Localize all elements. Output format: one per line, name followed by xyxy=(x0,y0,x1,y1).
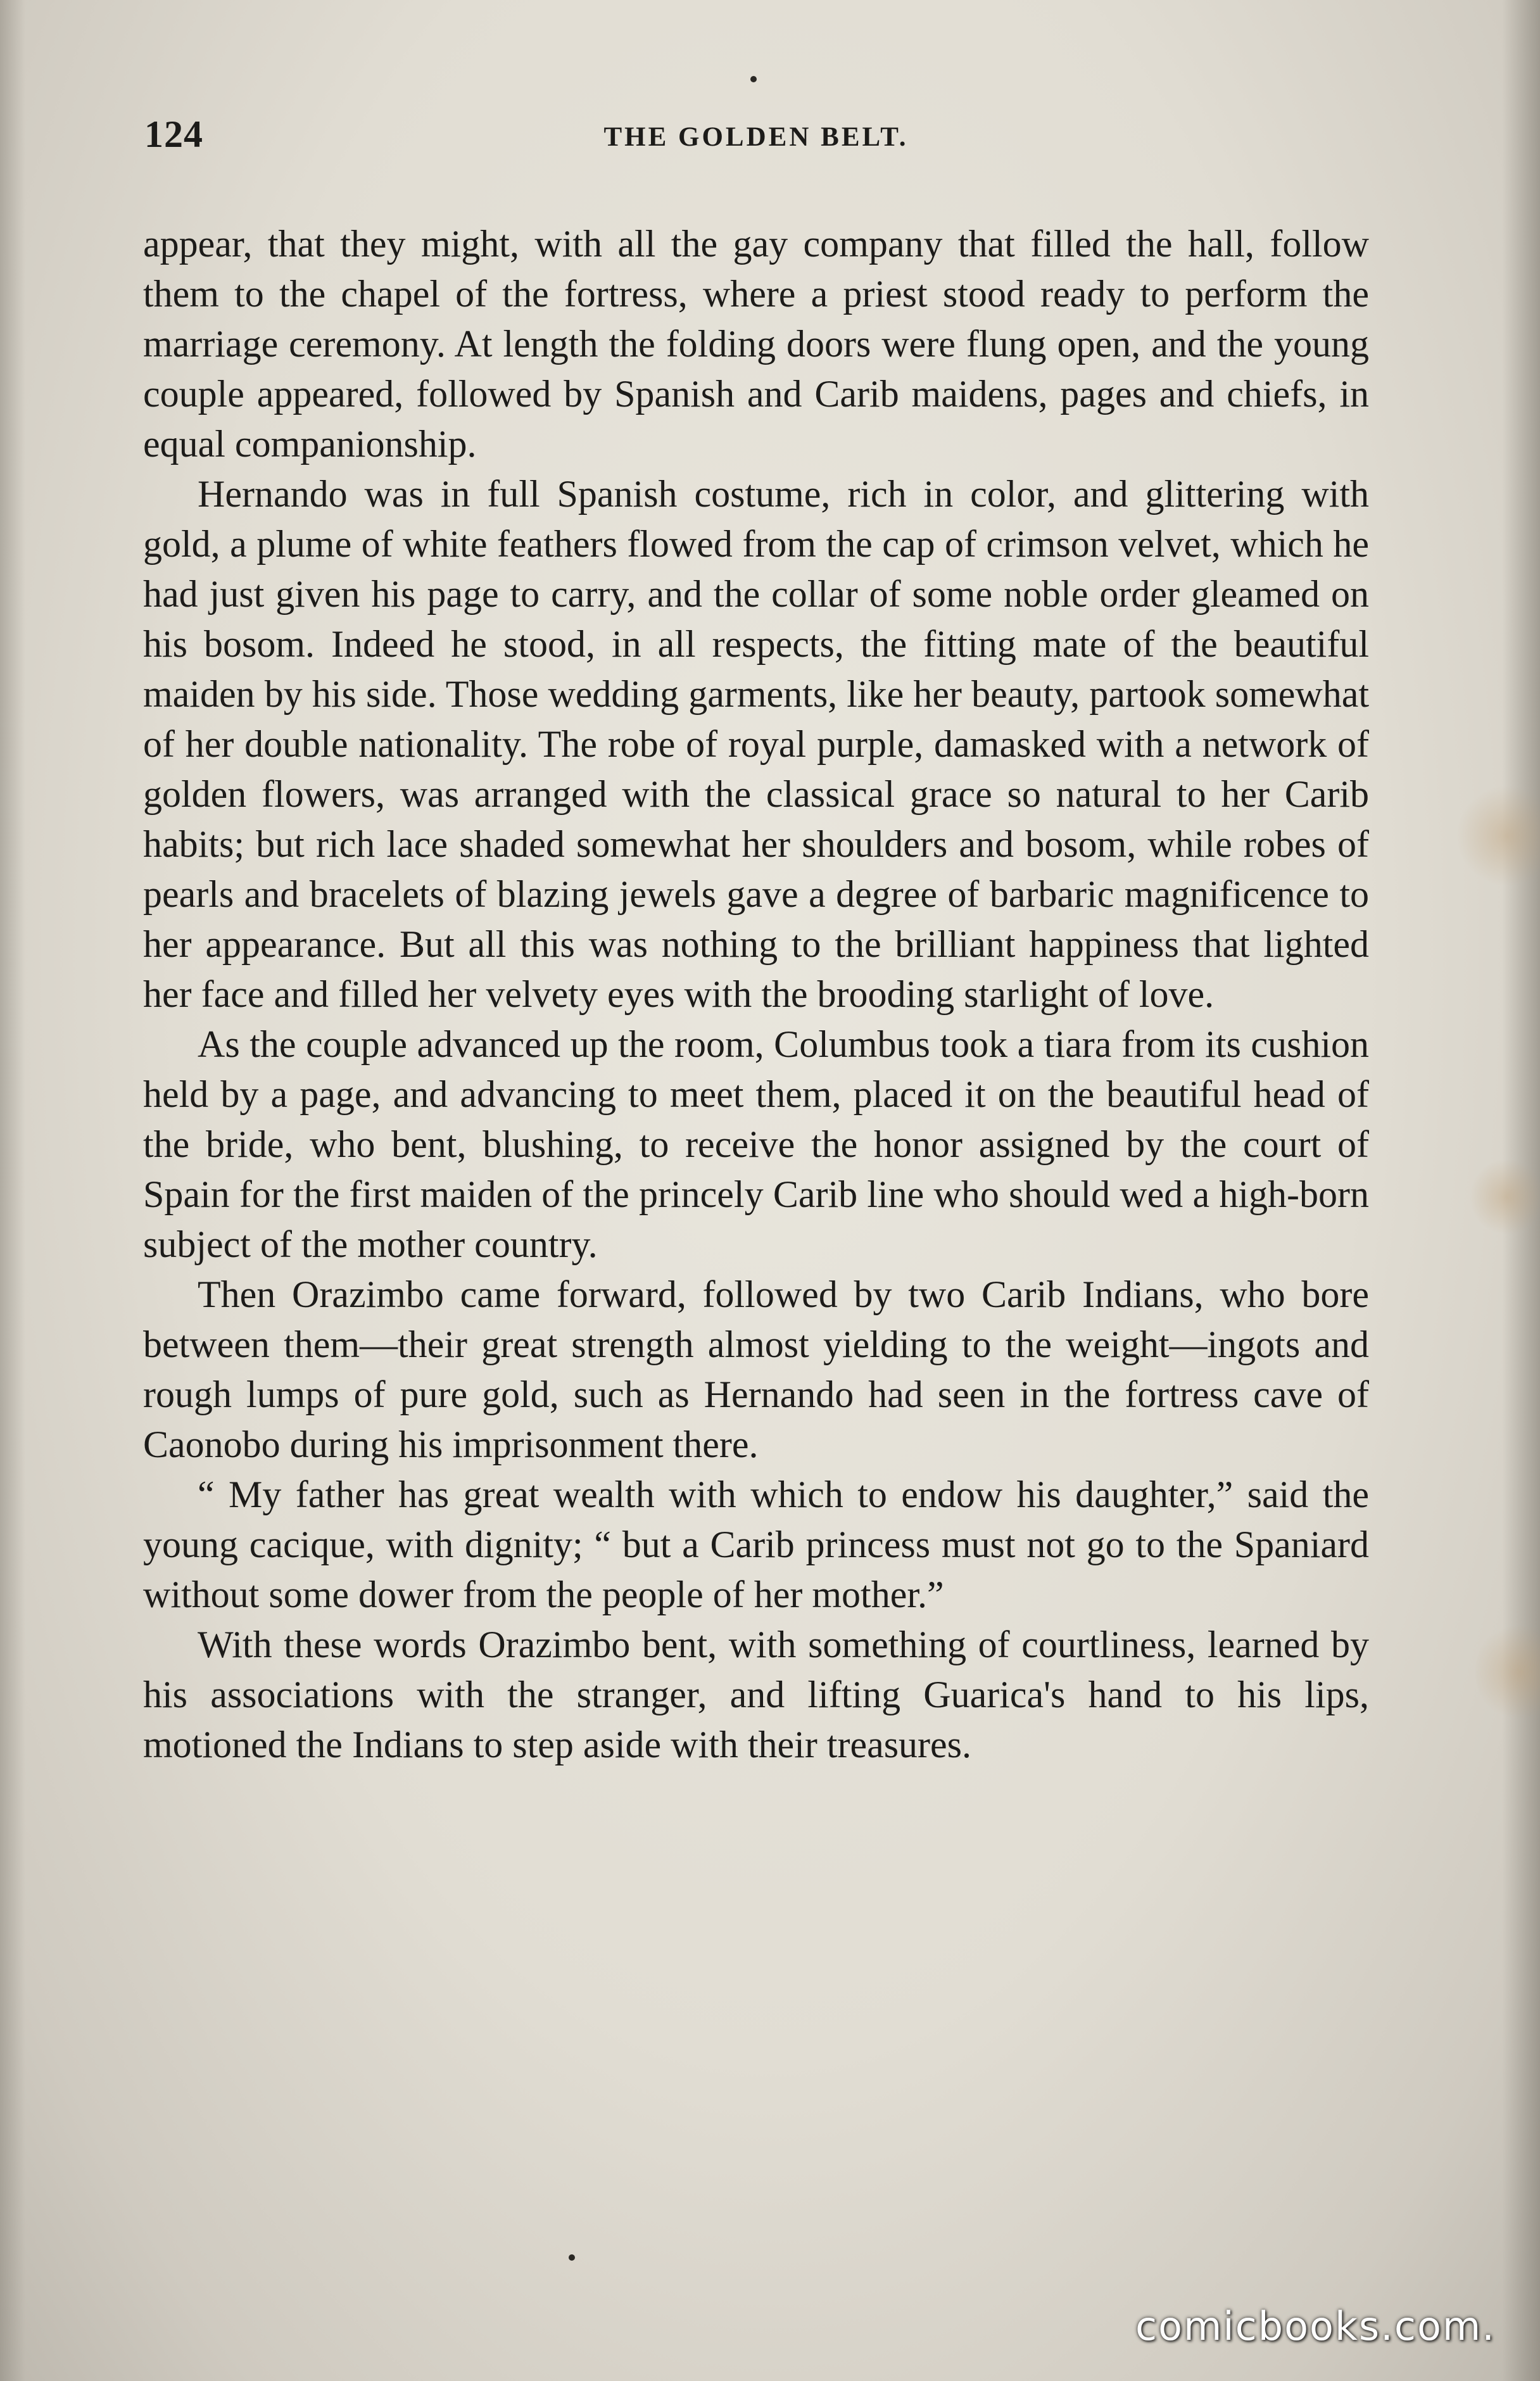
body-text xyxy=(143,219,1369,1770)
watermark: comicbooks.com. xyxy=(1135,2303,1496,2349)
paragraph: With these words Orazimbo bent, with something of courtliness, learned by his associations with the stranger, and lifting Guarica's hand to his lips, motioned the Indians to step aside with their treasures. xyxy=(143,1624,1369,1765)
paragraph: As the couple advanced up the room, Columbus took a tiara from its cushion held by a page, and advancing to meet them, placed it on the beautiful head of the bride, who bent, blushing, to receive the honor assigned by the court of Spain for the first maiden of the princely Carib line who should wed a high-born subject of the mother country. xyxy=(143,1023,1369,1265)
page-shadow-left xyxy=(0,0,25,2381)
page-header xyxy=(144,113,1368,170)
paragraph: “ My father has great wealth with which to endow his daughter,” said the young cacique, with dignity; “ but a Carib princess must not go to the Spaniard without some dower from the people of her mother.” xyxy=(143,1474,1369,1615)
paper-stain xyxy=(1475,1621,1540,1722)
ink-speck xyxy=(569,2254,575,2261)
paragraph: appear, that they might, with all the gay company that filled the hall, follow them to the chapel of the fortress, where a priest stood ready to perform the marriage ceremony. At length the folding doors were flung open, and the young couple appeared, followed by Spanish and Carib maidens, pages and chiefs, in equal companionship. xyxy=(143,223,1369,465)
paragraph: Then Orazimbo came forward, followed by two Carib Indians, who bore between them—their great strength almost yielding to the weight—ingots and rough lumps of pure gold, such as Hernando had seen in the fortress cave of Caonobo during his imprisonment there. xyxy=(143,1273,1369,1465)
paragraph: Hernando was in full Spanish costume, rich in color, and glittering with gold, a plume of white feathers flowed from the cap of crimson velvet, which he had just given his page to carry, and the collar of some noble order gleamed on his bosom. Indeed he stood, in all respects, the fitting mate of the beautiful maiden by his side. Those wedding garments, like her beauty, partook somewhat of her double nationality. The robe of royal purple, damasked with a network of golden flowers, was arranged with the classical grace so natural to her Carib habits; but rich lace shaded somewhat her shoulders and bosom, while robes of pearls and bracelets of blazing jewels gave a degree of barbaric magnificence to her appearance. But all this was nothing to the brilliant happiness that lighted her face and filled her velvety eyes with the brooding starlight of love. xyxy=(143,473,1369,1015)
paper-stain xyxy=(1456,785,1540,887)
ink-speck xyxy=(750,76,757,82)
running-title: THE GOLDEN BELT. xyxy=(603,122,909,152)
paper-stain xyxy=(1469,1159,1540,1235)
page-number: 124 xyxy=(144,113,203,155)
